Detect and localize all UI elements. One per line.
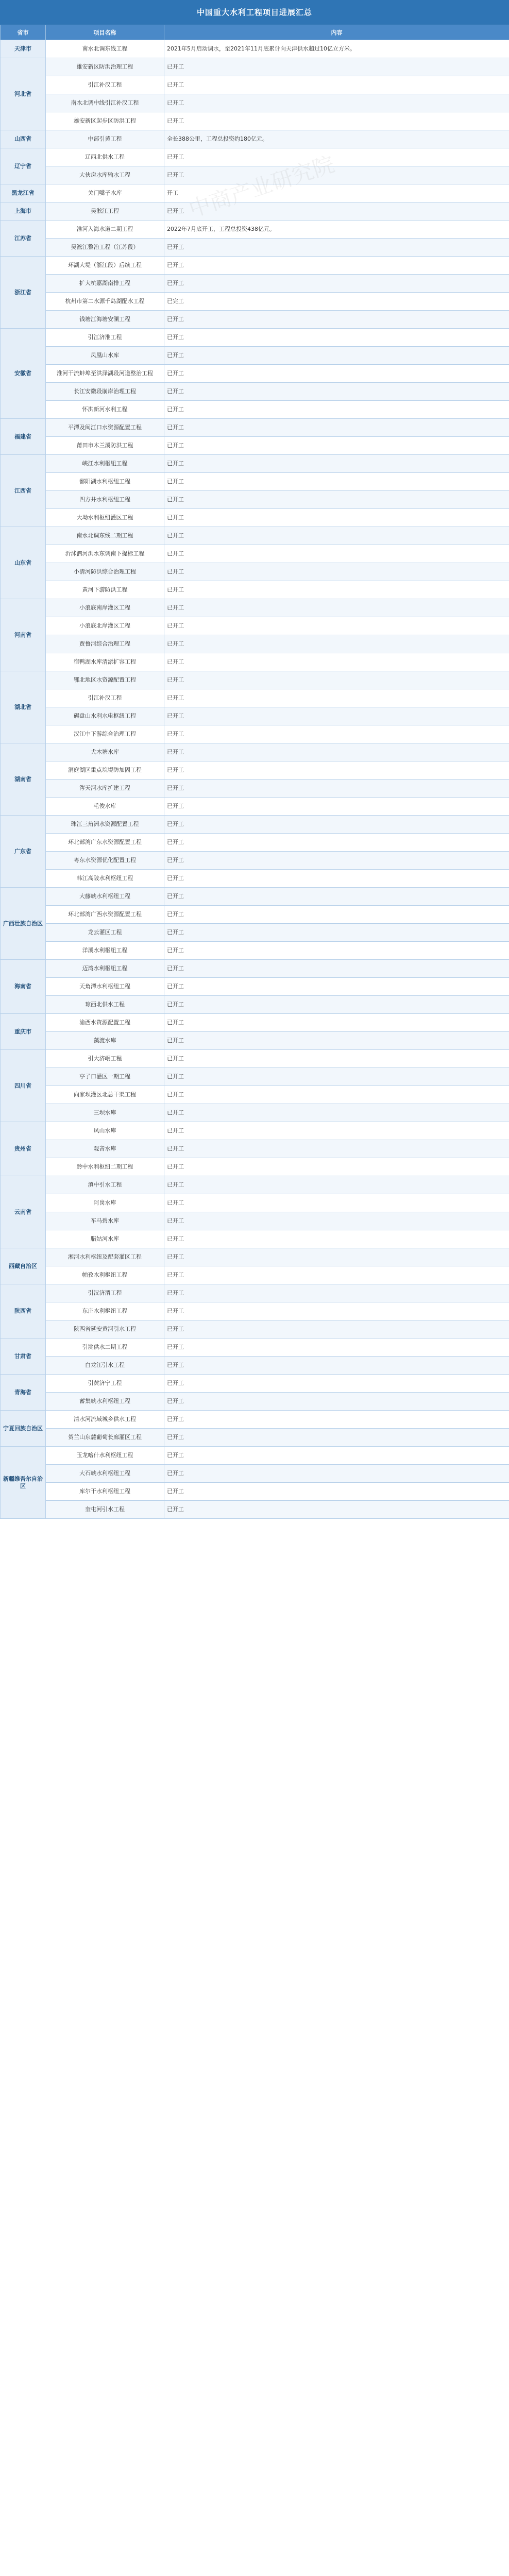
table-row [1,58,509,76]
content-cell: 已开工 [164,707,509,725]
table-row [1,166,509,184]
project-name-cell: 环北部湾广西水资源配置工程 [46,906,164,924]
project-name-cell: 玉龙喀什水利枢纽工程 [46,1447,164,1465]
watermark: 中商产业研究院 [185,151,338,223]
province-cell: 河南省 [1,599,46,671]
table-row [1,689,509,707]
table-row [1,1429,509,1447]
content-cell: 已开工 [164,1375,509,1393]
content-cell: 已开工 [164,761,509,779]
content-cell: 已开工 [164,924,509,942]
table-row [1,816,509,834]
province-cell: 湖南省 [1,743,46,816]
content-cell: 已开工 [164,473,509,491]
content-cell: 已开工 [164,365,509,383]
table-row [1,293,509,311]
content-cell: 已开工 [164,1068,509,1086]
table-row [1,1320,509,1338]
project-name-cell: 清水河流域城乡供水工程 [46,1411,164,1429]
project-name-cell: 大藤峡水利枢纽工程 [46,888,164,906]
content-cell: 已开工 [164,1483,509,1501]
table-row [1,635,509,653]
table-row [1,960,509,978]
province-cell: 甘肃省 [1,1338,46,1375]
project-name-cell: 碾盘山水利水电枢纽工程 [46,707,164,725]
table-row [1,1411,509,1429]
content-cell: 已开工 [164,816,509,834]
content-cell: 已开工 [164,1014,509,1032]
content-cell: 已开工 [164,743,509,761]
content-cell: 已开工 [164,329,509,347]
content-cell: 已开工 [164,1393,509,1411]
content-cell: 已开工 [164,1447,509,1465]
project-name-cell: 贺兰山东麓葡萄长廊灌区工程 [46,1429,164,1447]
table-row [1,617,509,635]
content-cell: 已开工 [164,275,509,293]
content-cell: 已开工 [164,1320,509,1338]
table-row [1,130,509,148]
province-cell: 四川省 [1,1050,46,1122]
content-cell: 已开工 [164,689,509,707]
project-name-cell: 引汉济渭工程 [46,1284,164,1302]
project-name-cell: 四方井水利枢纽工程 [46,491,164,509]
project-name-cell: 怀洪新河水利工程 [46,401,164,419]
project-name-cell: 犬木塘水库 [46,743,164,761]
content-cell: 已开工 [164,166,509,184]
table-row [1,257,509,275]
table-row [1,419,509,437]
table-row [1,112,509,130]
table-row [1,1393,509,1411]
content-cell: 已开工 [164,942,509,960]
province-cell: 新疆维吾尔自治区 [1,1447,46,1519]
header-province: 省市 [1,25,46,40]
table-row [1,202,509,221]
content-cell: 已开工 [164,112,509,130]
table-row [1,347,509,365]
project-name-cell: 淮河干流蚌埠至洪泽湖段河道整治工程 [46,365,164,383]
project-name-cell: 辽西北供水工程 [46,148,164,166]
page-title: 中国重大水利工程项目进展汇总 [0,0,509,25]
content-cell: 已开工 [164,870,509,888]
table-row [1,978,509,996]
table-row [1,473,509,491]
project-name-cell: 小浪底北岸灌区工程 [46,617,164,635]
content-cell: 已开工 [164,1248,509,1266]
table-row [1,1357,509,1375]
table-row [1,1302,509,1320]
province-cell: 黑龙江省 [1,184,46,202]
table-row [1,743,509,761]
content-cell: 已开工 [164,527,509,545]
province-cell: 云南省 [1,1176,46,1248]
content-cell: 已开工 [164,148,509,166]
project-name-cell: 向家坝灌区北总干渠工程 [46,1086,164,1104]
project-name-cell: 引洮供水二期工程 [46,1338,164,1357]
province-cell: 辽宁省 [1,148,46,184]
content-cell: 已开工 [164,779,509,798]
province-cell: 江苏省 [1,221,46,257]
table-row [1,329,509,347]
table-row [1,761,509,779]
content-cell: 已开工 [164,545,509,563]
content-cell: 已开工 [164,1266,509,1284]
content-cell: 已开工 [164,906,509,924]
table-row [1,221,509,239]
project-name-cell: 莆田市木兰溪防洪工程 [46,437,164,455]
project-name-cell: 毛俊水库 [46,798,164,816]
header-project: 项目名称 [46,25,164,40]
project-name-cell: 南水北调东线二期工程 [46,527,164,545]
project-name-cell: 关门嘴子水库 [46,184,164,202]
table-row [1,437,509,455]
table-row [1,239,509,257]
project-name-cell: 帕孜水利枢纽工程 [46,1266,164,1284]
project-name-cell: 粤东水资源优化配置工程 [46,852,164,870]
content-cell: 已开工 [164,347,509,365]
project-name-cell: 蓄集峡水利枢纽工程 [46,1393,164,1411]
table-row [1,725,509,743]
table-row [1,1032,509,1050]
table-row [1,1338,509,1357]
project-name-cell: 钱塘江海塘安澜工程 [46,311,164,329]
project-name-cell: 引江济淮工程 [46,329,164,347]
table-row [1,401,509,419]
table-row [1,545,509,563]
content-cell: 已开工 [164,725,509,743]
content-cell: 已开工 [164,1122,509,1140]
project-name-cell: 环湖大堤（浙江段）后续工程 [46,257,164,275]
table-row [1,275,509,293]
content-cell: 已开工 [164,581,509,599]
project-name-cell: 黄河下游防洪工程 [46,581,164,599]
content-cell: 已开工 [164,257,509,275]
content-cell: 已开工 [164,58,509,76]
content-cell: 2022年7月底开工，工程总投资438亿元。 [164,221,509,239]
table-row [1,707,509,725]
content-cell: 已开工 [164,1176,509,1194]
province-cell: 广东省 [1,816,46,888]
content-cell: 已开工 [164,1230,509,1248]
project-name-cell: 陕西省延安黄河引水工程 [46,1320,164,1338]
table-row [1,1086,509,1104]
table-row [1,1465,509,1483]
table-row [1,779,509,798]
content-cell: 开工 [164,184,509,202]
table-row [1,852,509,870]
table-row [1,94,509,112]
content-cell: 已开工 [164,1140,509,1158]
table-row [1,148,509,166]
table-row [1,996,509,1014]
project-name-cell: 龙云灌区工程 [46,924,164,942]
table-row [1,1122,509,1140]
project-name-cell: 沂沭泗河洪水东调南下提标工程 [46,545,164,563]
province-cell: 陕西省 [1,1284,46,1338]
province-cell: 西藏自治区 [1,1248,46,1284]
content-cell: 已开工 [164,653,509,671]
project-name-cell: 小清河防洪综合治理工程 [46,563,164,581]
table-row [1,527,509,545]
province-cell: 福建省 [1,419,46,455]
content-cell: 已开工 [164,1465,509,1483]
project-name-cell: 洞庭湖区重点垸堤防加固工程 [46,761,164,779]
content-cell: 已开工 [164,94,509,112]
table-row [1,798,509,816]
content-cell: 已开工 [164,599,509,617]
table-row [1,870,509,888]
project-name-cell: 雄安新区防洪治理工程 [46,58,164,76]
table-row [1,1176,509,1194]
content-cell: 已开工 [164,437,509,455]
content-cell: 已开工 [164,888,509,906]
content-cell: 已开工 [164,1086,509,1104]
table-row [1,888,509,906]
table-row [1,1501,509,1519]
table-row [1,40,509,58]
content-cell: 已开工 [164,1429,509,1447]
project-name-cell: 小浪底南岸灌区工程 [46,599,164,617]
project-name-cell: 扩大杭嘉湖南排工程 [46,275,164,293]
province-cell: 浙江省 [1,257,46,329]
content-cell: 已开工 [164,852,509,870]
province-cell: 湖北省 [1,671,46,743]
content-cell: 已开工 [164,1338,509,1357]
project-name-cell: 黔中水利枢纽二期工程 [46,1158,164,1176]
project-name-cell: 宿鸭湖水库清淤扩容工程 [46,653,164,671]
province-cell: 天津市 [1,40,46,58]
project-name-cell: 南水北调东线工程 [46,40,164,58]
content-cell: 已开工 [164,1411,509,1429]
project-name-cell: 贾鲁河综合治理工程 [46,635,164,653]
content-cell: 已开工 [164,960,509,978]
table-row [1,942,509,960]
project-name-cell: 中部引黄工程 [46,130,164,148]
content-cell: 已开工 [164,563,509,581]
province-cell: 山东省 [1,527,46,599]
table-row [1,834,509,852]
table-row [1,581,509,599]
table-row [1,1050,509,1068]
project-name-cell: 杭州市第二水源千岛湖配水工程 [46,293,164,311]
project-name-cell: 淮河入海水道二期工程 [46,221,164,239]
province-cell: 广西壮族自治区 [1,888,46,960]
project-name-cell: 三坝水库 [46,1104,164,1122]
table-row [1,455,509,473]
project-name-cell: 鄂北地区水资源配置工程 [46,671,164,689]
content-cell: 已开工 [164,617,509,635]
content-cell: 已开工 [164,419,509,437]
header-content: 内容 [164,25,509,40]
province-cell: 山西省 [1,130,46,148]
table-row [1,509,509,527]
project-name-cell: 南水北调中线引江补汉工程 [46,94,164,112]
project-name-cell: 平潭及闽江口水资源配置工程 [46,419,164,437]
project-name-cell: 凤山水库 [46,1122,164,1140]
project-name-cell: 凤凰山水库 [46,347,164,365]
content-cell: 已开工 [164,1158,509,1176]
project-name-cell: 引江补汉工程 [46,689,164,707]
project-name-cell: 湘河水利枢纽及配套灌区工程 [46,1248,164,1266]
content-cell: 已开工 [164,978,509,996]
content-cell: 已开工 [164,798,509,816]
content-cell: 已开工 [164,509,509,527]
table-row [1,1212,509,1230]
content-cell: 已开工 [164,1194,509,1212]
project-name-cell: 琼西北供水工程 [46,996,164,1014]
province-cell: 宁夏回族自治区 [1,1411,46,1447]
content-cell: 已开工 [164,491,509,509]
project-name-cell: 车马碧水库 [46,1212,164,1230]
project-name-cell: 白龙江引水工程 [46,1357,164,1375]
project-name-cell: 长江安徽段崩岸治理工程 [46,383,164,401]
table-row [1,1248,509,1266]
content-cell: 已开工 [164,1032,509,1050]
table-row [1,491,509,509]
project-name-cell: 吴淞江整治工程（江苏段） [46,239,164,257]
table-row [1,311,509,329]
content-cell: 已开工 [164,996,509,1014]
province-cell: 江西省 [1,455,46,527]
table-row [1,1158,509,1176]
project-name-cell: 引大济岷工程 [46,1050,164,1068]
project-name-cell: 滇中引水工程 [46,1176,164,1194]
content-cell: 已开工 [164,401,509,419]
table-row [1,563,509,581]
table-row [1,671,509,689]
project-name-cell: 洋溪水利枢纽工程 [46,942,164,960]
project-name-cell: 奎屯河引水工程 [46,1501,164,1519]
content-cell: 已开工 [164,311,509,329]
project-name-cell: 引黄济宁工程 [46,1375,164,1393]
table-row [1,76,509,94]
content-cell: 已完工 [164,293,509,311]
content-cell: 已开工 [164,1302,509,1320]
project-name-cell: 亭子口灌区一期工程 [46,1068,164,1086]
content-cell: 已开工 [164,1050,509,1068]
table-row [1,653,509,671]
table-row [1,1104,509,1122]
province-cell: 贵州省 [1,1122,46,1176]
project-name-cell: 雄安新区起步区防洪工程 [46,112,164,130]
province-cell: 海南省 [1,960,46,1014]
content-cell: 已开工 [164,1284,509,1302]
content-cell: 全长388公里，工程总投资约180亿元。 [164,130,509,148]
table-row [1,1266,509,1284]
project-name-cell: 峡江水利枢纽工程 [46,455,164,473]
content-cell: 已开工 [164,1212,509,1230]
content-cell: 已开工 [164,635,509,653]
table-row [1,184,509,202]
project-name-cell: 大坳水利枢纽灌区工程 [46,509,164,527]
project-name-cell: 吴淞江工程 [46,202,164,221]
table-row [1,1068,509,1086]
project-name-cell: 环北部湾广东水资源配置工程 [46,834,164,852]
table-row [1,1483,509,1501]
content-cell: 已开工 [164,834,509,852]
project-name-cell: 汉江中下游综合治理工程 [46,725,164,743]
project-name-cell: 引江补汉工程 [46,76,164,94]
table-row [1,1284,509,1302]
project-name-cell: 阿岗水库 [46,1194,164,1212]
content-cell: 已开工 [164,1104,509,1122]
content-cell: 已开工 [164,1357,509,1375]
project-name-cell: 大石峡水利枢纽工程 [46,1465,164,1483]
project-name-cell: 库尔干水利枢纽工程 [46,1483,164,1501]
table-header-row [1,25,509,40]
content-cell: 已开工 [164,76,509,94]
province-cell: 青海省 [1,1375,46,1411]
province-cell: 安徽省 [1,329,46,419]
table-row [1,1014,509,1032]
table-row [1,1230,509,1248]
project-name-cell: 渝西水资源配置工程 [46,1014,164,1032]
project-name-cell: 藻渡水库 [46,1032,164,1050]
project-name-cell: 珠江三角洲水资源配置工程 [46,816,164,834]
project-name-cell: 大伙房水库输水工程 [46,166,164,184]
table-row [1,365,509,383]
table-row [1,1194,509,1212]
content-cell: 已开工 [164,383,509,401]
project-name-cell: 涔天河水库扩建工程 [46,779,164,798]
table-row [1,1375,509,1393]
content-cell: 2021年5月启动调水，至2021年11月底累计向天津供水超过10亿立方米。 [164,40,509,58]
table-row [1,1447,509,1465]
content-cell: 已开工 [164,671,509,689]
province-cell: 上海市 [1,202,46,221]
content-cell: 已开工 [164,1501,509,1519]
province-cell: 河北省 [1,58,46,130]
project-name-cell: 东庄水利枢纽工程 [46,1302,164,1320]
province-cell: 重庆市 [1,1014,46,1050]
project-name-cell: 鄱阳湖水利枢纽工程 [46,473,164,491]
project-name-cell: 观音水库 [46,1140,164,1158]
projects-table [0,25,509,1519]
project-name-cell: 迈湾水利枢纽工程 [46,960,164,978]
table-row [1,906,509,924]
table-row [1,599,509,617]
table-body [1,40,509,1519]
project-name-cell: 腊姑河水库 [46,1230,164,1248]
project-name-cell: 天角潭水利枢纽工程 [46,978,164,996]
content-cell: 已开工 [164,239,509,257]
project-name-cell: 韩江高陂水利枢纽工程 [46,870,164,888]
table-row [1,1140,509,1158]
content-cell: 已开工 [164,202,509,221]
content-cell: 已开工 [164,455,509,473]
table-row [1,383,509,401]
table-row [1,924,509,942]
